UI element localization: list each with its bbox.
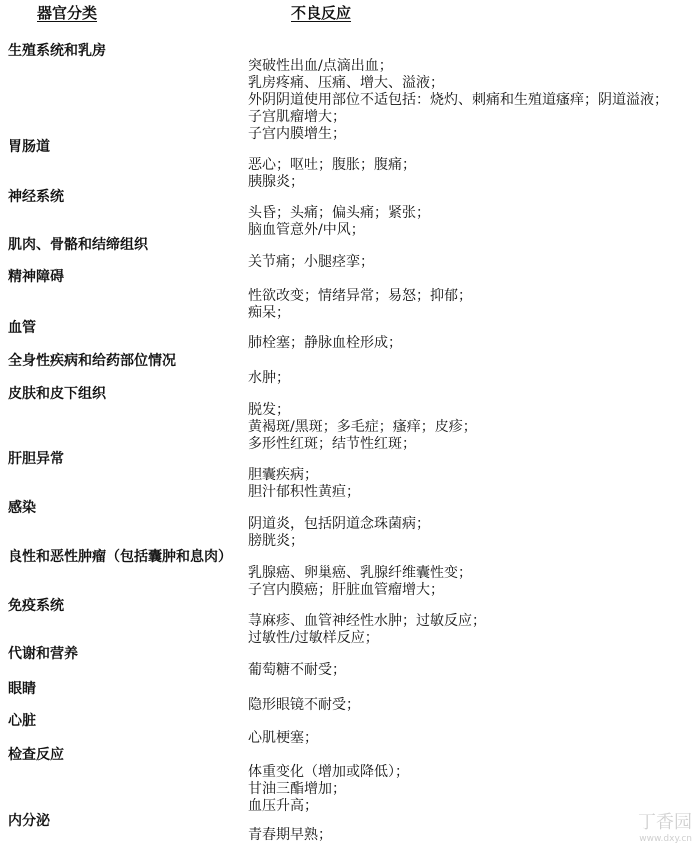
reaction-list: [248, 370, 290, 387]
reaction-line: 恶心；呕吐；腹胀；腹痛；: [248, 157, 416, 173]
reaction-line: 甘油三酯增加；: [248, 781, 346, 797]
reaction-line: 黄褐斑/黑斑；多毛症；瘙痒；皮疹；: [248, 419, 477, 435]
reaction-line: 膀胱炎；: [248, 533, 304, 549]
category-label: 血管: [8, 320, 36, 336]
category-label: 内分泌: [8, 813, 50, 829]
reaction-list: [248, 516, 430, 550]
reaction-line: 肺栓塞；静脉血栓形成；: [248, 335, 402, 351]
reaction-line: 脑血管意外/中风；: [248, 222, 365, 238]
header-organ-class: 器官分类: [37, 4, 98, 22]
category-label: 免疫系统: [8, 598, 64, 614]
reaction-line: 痴呆；: [248, 305, 290, 321]
reaction-line: 胆汁郁积性黄疸；: [248, 484, 360, 500]
header-adverse-reactions: 不良反应: [291, 4, 352, 22]
reaction-list: [248, 565, 472, 599]
watermark-brand: 丁香园: [638, 812, 692, 833]
reaction-line: 阴道炎，包括阴道念珠菌病；: [248, 516, 430, 532]
reaction-line: 突破性出血/点滴出血；: [248, 58, 393, 74]
reaction-line: 乳房疼痛、压痛、增大、溢液；: [248, 75, 444, 91]
reaction-list: [248, 288, 472, 322]
reaction-list: [248, 730, 318, 747]
reaction-list: [248, 335, 402, 352]
reaction-list: [248, 697, 360, 714]
reaction-line: 子宫内膜癌；肝脏血管瘤增大；: [248, 582, 444, 598]
reaction-line: 隐形眼镜不耐受；: [248, 697, 360, 713]
reaction-list: [248, 205, 430, 239]
reaction-line: 水肿；: [248, 370, 290, 386]
category-label: 肝胆异常: [8, 451, 64, 467]
reaction-list: [248, 157, 416, 191]
category-label: 良性和恶性肿瘤（包括囊肿和息肉）: [8, 549, 232, 565]
category-label: 全身性疾病和给药部位情况: [8, 353, 176, 369]
watermark-domain: www.dxy.cn: [639, 834, 692, 844]
reaction-list: [248, 467, 360, 501]
category-label: 肌肉、骨骼和结缔组织: [8, 237, 148, 253]
reaction-line: 性欲改变；情绪异常；易怒；抑郁；: [248, 288, 472, 304]
reaction-line: 胰腺炎；: [248, 174, 304, 190]
reaction-list: [248, 613, 486, 647]
category-label: 眼睛: [8, 681, 36, 697]
reaction-line: 关节痛；小腿痉挛；: [248, 254, 374, 270]
reaction-list: [248, 662, 346, 679]
category-label: 代谢和营养: [8, 646, 78, 662]
reaction-line: 外阴阴道使用部位不适包括：烧灼、刺痛和生殖道瘙痒；阴道溢液；: [248, 92, 668, 108]
category-label: 神经系统: [8, 189, 64, 205]
category-label: 胃肠道: [8, 139, 50, 155]
watermark-logo: [638, 808, 692, 844]
reaction-list: [248, 58, 668, 143]
category-label: 感染: [8, 500, 36, 516]
reaction-line: 脱发；: [248, 402, 290, 418]
reaction-list: [248, 827, 332, 844]
reaction-list: [248, 402, 477, 453]
category-label: 精神障碍: [8, 269, 64, 285]
category-label: 检查反应: [8, 747, 64, 763]
reaction-line: 血压升高；: [248, 798, 318, 814]
reaction-line: 葡萄糖不耐受；: [248, 662, 346, 678]
reaction-line: 体重变化（增加或降低）；: [248, 764, 409, 780]
reaction-line: 心肌梗塞；: [248, 730, 318, 746]
reaction-line: 荨麻疹、血管神经性水肿；过敏反应；: [248, 613, 486, 629]
reaction-line: 子宫肌瘤增大；: [248, 109, 346, 125]
reaction-line: 头昏；头痛；偏头痛；紧张；: [248, 205, 430, 221]
reaction-line: 子宫内膜增生；: [248, 126, 346, 142]
category-label: 心脏: [8, 713, 36, 729]
category-label: 皮肤和皮下组织: [8, 386, 106, 402]
reaction-line: 胆囊疾病；: [248, 467, 318, 483]
reaction-line: 乳腺癌、卵巢癌、乳腺纤维囊性变；: [248, 565, 472, 581]
reaction-line: 过敏性/过敏样反应；: [248, 630, 379, 646]
reaction-list: [248, 254, 374, 271]
reaction-line: 青春期早熟；: [248, 827, 332, 843]
category-label: 生殖系统和乳房: [8, 43, 106, 59]
reaction-line: 多形性红斑；结节性红斑；: [248, 436, 416, 452]
reaction-list: [248, 764, 409, 815]
